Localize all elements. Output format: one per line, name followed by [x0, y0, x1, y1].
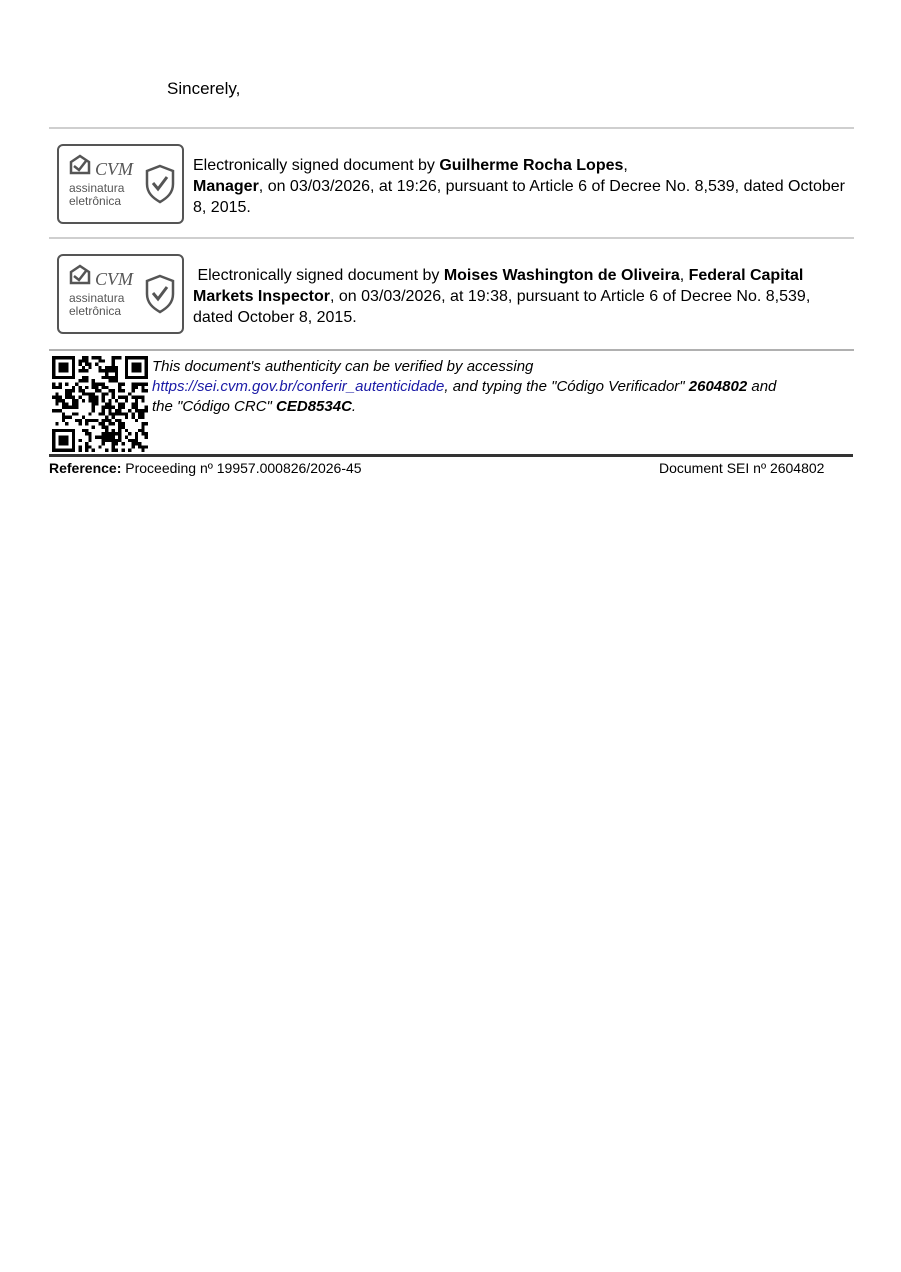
- signature-sep: ,: [623, 157, 628, 174]
- signature-prefix: Electronically signed document by: [197, 267, 444, 284]
- verification-code: 2604802: [688, 378, 748, 395]
- footer-divider: [49, 454, 853, 457]
- badge-line1: assinatura: [69, 291, 125, 305]
- signature-details: , on 03/03/2026, at 19:38, pursuant to Article 6 of Decree No. 8,539, dated October 8, 2015.: [193, 288, 811, 326]
- verification-intro: This document's authenticity can be verified by accessing: [152, 358, 534, 375]
- signature-block: [49, 239, 854, 349]
- badge-line1: assinatura: [69, 181, 125, 195]
- verification-link[interactable]: https://sei.cvm.gov.br/conferir_autenticidade: [152, 378, 445, 395]
- signature-prefix: Electronically signed document by: [193, 157, 440, 174]
- verification-and: and: [747, 378, 777, 395]
- signature-text: [193, 155, 853, 218]
- signature-block: [49, 129, 854, 237]
- closing-salutation: Sincerely,: [167, 79, 241, 98]
- crc-label: the "Código CRC": [152, 398, 277, 415]
- cvm-signature-badge-icon: [57, 144, 184, 224]
- footer-document-id: Document SEI nº 2604802: [659, 460, 825, 476]
- signature-sep: ,: [679, 267, 689, 284]
- signature-text: [193, 265, 853, 328]
- reference-value: Proceeding nº 19957.000826/2026-45: [121, 460, 362, 476]
- signature-details: , on 03/03/2026, at 19:26, pursuant to Article 6 of Decree No. 8,539, dated October 8, 2015.: [193, 178, 845, 216]
- signer-role: Manager: [193, 178, 259, 195]
- badge-line2: eletrônica: [69, 304, 122, 318]
- signer-name: Moises Washington de Oliveira: [443, 267, 680, 284]
- badge-brand: CVM: [95, 159, 133, 179]
- badge-brand: CVM: [95, 269, 133, 289]
- footer-reference: [49, 460, 362, 476]
- reference-label: Reference:: [49, 460, 122, 476]
- qr-code-icon[interactable]: [52, 356, 148, 452]
- crc-code: CED8534C: [276, 398, 352, 415]
- divider: [49, 349, 854, 351]
- cvm-signature-badge-icon: [57, 254, 184, 334]
- signer-role: Federal Capital Markets Inspector: [193, 267, 804, 305]
- verification-text: [152, 357, 812, 417]
- verification-end: .: [351, 398, 357, 415]
- signer-name: Guilherme Rocha Lopes: [439, 157, 624, 174]
- authenticity-verification: [49, 354, 854, 452]
- badge-line2: eletrônica: [69, 194, 122, 208]
- verification-mid: , and typing the "Código Verificador": [444, 378, 689, 395]
